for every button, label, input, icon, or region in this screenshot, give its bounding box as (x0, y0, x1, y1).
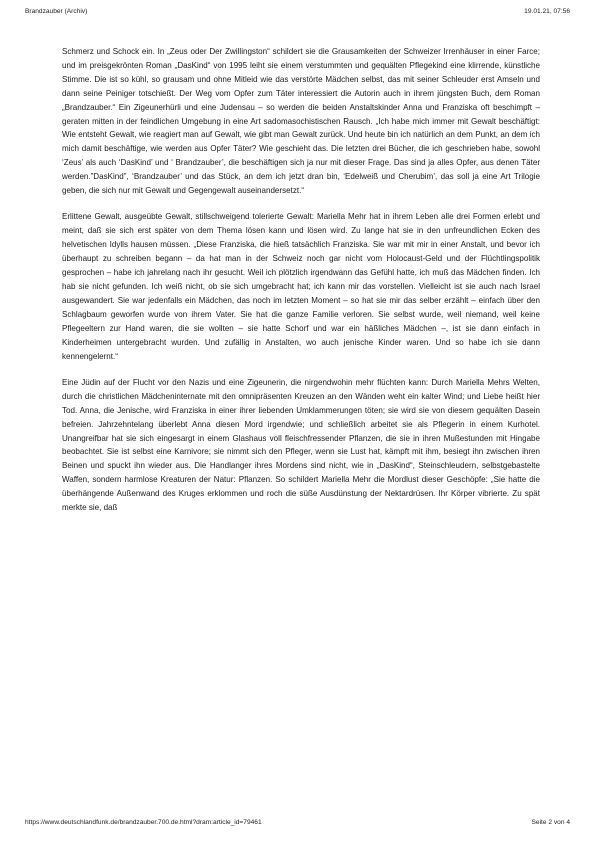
page-header (25, 8, 570, 20)
source-url[interactable]: https://www.deutschlandfunk.de/brandzauber.700.de.html?dram:article_id=79461 (25, 819, 262, 826)
page-footer (25, 819, 570, 831)
paragraph: Erlittene Gewalt, ausgeübte Gewalt, stillschweigend tolerierte Gewalt: Mariella Mehr hat in ihrem Leben alle drei Formen erlebt und meint, daß sie sich erst später von dem Thema lösen kann und lösen wird. Zu lange hat sie in den unfreundlichen Ecken des helvetischen Idylls hausen müssen. „Diese Franziska, die hieß tatsächlich Franziska. Sie war mit mir in einer Anstalt, und bevor ich überhaupt zu schreiben begann – da hat man in der Schweiz noch gar nicht vom Holocaust-Geld und der Flüchtlingspolitik gesprochen – habe ich jahrelang nach ihr gesucht. Weil ich plötzlich irgendwann das Gefühl hatte, ich muß das Mädchen finden. Ich hab sie nicht gefunden. Ich weiß nicht, ob sie sich umgebracht hat; ich kann mir das vorstellen. Vielleicht ist sie auch nach Israel ausgewandert. Sie war jedenfalls ein Mädchen, das noch im letzten Moment – so hat sie mir das selber erzählt – einfach über den Schlagbaum geworfen wurde von ihrem Vater. Sie hat die ganze Familie verloren. Sie selbst wurde, weil niemand, weil keine Pflegeeltern zur Hand waren, die sie wollten – sie hatte Schorf und war ein häßliches Mädchen –, ist sie dann einfach in Kinderheimen untergebracht wurden. Und zufällig in Anstalten, wo auch jenische Kinder waren. Und so habe ich sie dann kennengelernt.“ (62, 212, 540, 361)
page-number: Seite 2 von 4 (531, 819, 570, 826)
article-body (62, 45, 540, 528)
paragraph: Schmerz und Schock ein. In „Zeus oder Der Zwillingston“ schildert sie die Grausamkeiten der Schweizer Irrenhäuser in einer Farce; und im preisgekrönten Roman „DasKind“ von 1995 leiht sie einem verstummten und gequälten Pflegekind eine klirrende, künstliche Stimme. Die ist so kühl, so grausam und ohne Mitleid wie das verstörte Mädchen selbst, das mit seiner Schleuder erst Amseln und dann seine Peiniger totschießt. Der Weg vom Opfer zum Täter interessiert die Autorin auch in ihrem jüngsten Buch, dem Roman „Brandzauber.“ Ein Zigeunerhürli und eine Judensau – so werden die beiden Anstaltskinder Anna und Franziska oft beschimpft – geraten mitten in der feindlichen Umgebung in eine Art sadomasochistischen Rausch. „Ich habe mich immer mit Gewalt beschäftigt: Wie entsteht Gewalt, wie reagiert man auf Gewalt, wie gibt man Gewalt zurück. Und heute bin ich natürlich an dem Punkt, an dem ich mich damit beschäftige, wie werden aus Opfer Täter? Wie geschieht das. Die letzten drei Bücher, die ich geschrieben habe, sowohl ‘Zeus’ als auch ‘DasKind’ und ‘ Brandzauber’, die beschäftigen sich ja nur mit dieser Frage. Das sind ja alles Opfer, aus denen Täter werden.”DasKind”, ‘Brandzauber’ und das Stück, an dem ich jetzt dran bin, ‘Edelweiß und Cherubim’, das soll ja eine Art Trilogie geben, die sich nur mit Gewalt und Gegengewalt auseinandersetzt.“ (62, 47, 540, 196)
document-title: Brandzauber (Archiv) (25, 8, 88, 15)
print-datetime: 19.01.21, 07:56 (524, 8, 570, 15)
paragraph: Eine Jüdin auf der Flucht vor den Nazis und eine Zigeunerin, die nirgendwohin mehr flüchten kann: Durch Mariella Mehrs Welten, durch die christlichen Mädcheninternate mit den omnipräsenten Kreuzen an den Wänden weht ein kalter Wind; und Liebe heißt hier Tod. Anna, die Jenische, wird Franziska in einer ihrer liebenden Umklammerungen töten; sie wird sie von diesem gequälten Dasein befreien. Jahrzehntelang überlebt Anna diesen Mord irgendwie; und schließlich arbeitet sie als Pflegerin in einem Kurhotel. Unangreifbar hat sie sich eingesargt in einem Glashaus voll fleischfressender Pflanzen, die sie in ihren Mußestunden mit Hingabe beobachtet. Sie ist selbst eine Karnivore; sie nimmt sich den Pfleger, wenn sie Lust hat, kämpft mit ihm, besiegt ihn zwischen ihren Beinen und spuckt ihn wieder aus. Die Handlanger ihres Mordens sind nicht, wie in „DasKind“, Steinschleudern, selbstgebastelte Waffen, sondern harmlose Kreaturen der Natur: Pflanzen. So schildert Mariella Mehr die Mordlust dieser Geschöpfe: „Sie hatte die überhängende Außenwand des Kruges erklommen und roch die süße Ausdünstung der Nektardrüsen. Ihr Körper vibrierte. Zu spät merkte sie, daß (62, 377, 540, 513)
